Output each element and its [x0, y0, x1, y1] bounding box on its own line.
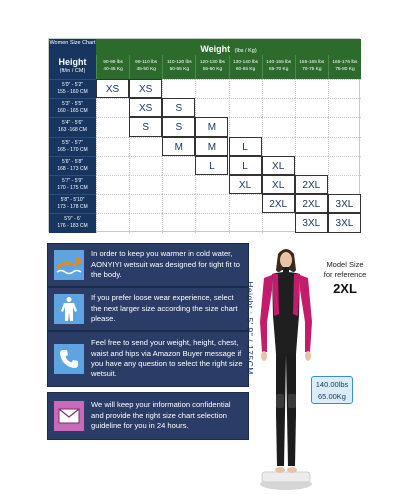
model-hand-left: [261, 351, 267, 361]
empty-cell: [262, 79, 295, 98]
weight-columns: [96, 55, 361, 79]
height-row-cm: 168 - 173 CM: [57, 165, 88, 172]
size-cell: L: [195, 156, 228, 175]
model-hand-right: [305, 351, 311, 361]
height-row-label: [49, 175, 96, 194]
weight-column-header: [229, 55, 262, 79]
height-row-cm: 176 - 183 CM: [57, 223, 88, 230]
phone-icon: [54, 344, 84, 374]
info-box-confidential: [47, 392, 249, 440]
size-cell: 3XL: [295, 213, 328, 232]
empty-cell: [328, 137, 361, 156]
height-row-ft: 5'4" - 5'6": [61, 120, 84, 127]
empty-cell: [295, 137, 328, 156]
weight-column-kg: 50-55 Kg: [169, 67, 190, 72]
height-header-unit: (ft/in / CM): [59, 68, 86, 74]
empty-cell: [96, 137, 129, 156]
size-cell: 2XL: [295, 175, 328, 194]
info-text-contact: Feel free to send your weight, height, chest, waist and hips via Amazon Buyer message if you have any question to select the right size wetsuit.: [91, 338, 243, 379]
size-row: [49, 175, 361, 194]
height-row-label: [49, 79, 96, 98]
empty-cell: [162, 79, 195, 98]
size-cell: XL: [262, 175, 295, 194]
weight-column-kg: 45-50 Kg: [136, 67, 156, 72]
empty-cell: [229, 194, 262, 213]
height-row-label: [49, 213, 96, 232]
size-cell: L: [229, 156, 262, 175]
model-knee-pad: [288, 394, 296, 408]
height-row-cm: 165 - 170 CM: [57, 146, 88, 153]
info-box-contact: [47, 331, 249, 387]
empty-cell: [295, 117, 328, 136]
height-header-title: Height: [58, 57, 87, 67]
size-row: [49, 79, 361, 98]
weight-column-lbs: 99-110 lbs: [135, 60, 158, 65]
weight-column-header: [195, 55, 228, 79]
size-row: [49, 117, 361, 136]
size-cell: 3XL: [328, 194, 361, 213]
height-rows: [49, 79, 361, 233]
size-cell: M: [195, 117, 228, 136]
empty-cell: [129, 175, 162, 194]
size-cell: L: [229, 137, 262, 156]
weight-column-lbs: 120-130 lbs: [199, 60, 225, 65]
info-text-larger-size: If you prefer loose wear experience, select the next larger size according the size chart please.: [91, 293, 238, 324]
empty-cell: [295, 156, 328, 175]
size-row: [49, 156, 361, 175]
weight-column-kg: 70-75 Kg: [302, 67, 322, 72]
chart-corner-label: Women Size Chart: [49, 39, 96, 55]
weight-header-unit: (lbs / Kg): [234, 48, 257, 54]
weight-column-kg: 60-65 Kg: [235, 67, 256, 72]
model-arm-right: [300, 275, 312, 352]
info-box-fit: [47, 243, 249, 287]
empty-cell: [328, 117, 361, 136]
height-row-label: [49, 156, 96, 175]
size-chart-table: [48, 38, 360, 232]
size-row: [49, 137, 361, 156]
size-cell: 2XL: [295, 194, 328, 213]
empty-cell: [262, 213, 295, 232]
model-caption-line1: Model Size: [326, 260, 364, 269]
model-knee-pad: [276, 394, 284, 408]
empty-cell: [96, 117, 129, 136]
scale-platform: [262, 472, 310, 482]
weight-column-kg: 55-60 Kg: [202, 67, 223, 72]
height-row-cm: 163 -168 CM: [58, 127, 87, 134]
size-cell: XL: [262, 156, 295, 175]
empty-cell: [195, 98, 228, 117]
height-row-ft: 5'9" - 6': [64, 216, 81, 223]
weight-column-lbs: 165-176 lbs: [332, 60, 358, 65]
empty-cell: [96, 98, 129, 117]
height-row-ft: 5'8" - 5'10": [60, 197, 85, 204]
empty-cell: [229, 98, 262, 117]
size-cell: M: [195, 137, 228, 156]
wetsuit-icon: [54, 294, 84, 324]
size-cell: S: [162, 117, 195, 136]
empty-cell: [129, 137, 162, 156]
empty-cell: [162, 194, 195, 213]
info-box-larger-size: [47, 287, 249, 331]
mail-icon: [54, 401, 84, 431]
size-cell: XS: [96, 79, 129, 98]
size-cell: XL: [229, 175, 262, 194]
height-row-label: [49, 117, 96, 136]
weight-column-kg: 65-70 Kg: [268, 67, 289, 72]
height-row-ft: 5'3" - 5'5": [61, 101, 84, 108]
empty-cell: [129, 194, 162, 213]
empty-cell: [229, 117, 262, 136]
height-row-label: [49, 98, 96, 117]
empty-cell: [96, 194, 129, 213]
size-row: [49, 213, 361, 232]
empty-cell: [328, 156, 361, 175]
height-row-ft: 5'0" - 5'2": [61, 82, 84, 88]
info-text-confidential: We will keep your information confidential and provide the right size chart selection guideline for you in 24 hours.: [91, 400, 231, 431]
model-leg-right: [286, 352, 296, 466]
height-row-ft: 5'5" - 5'7": [61, 139, 84, 146]
weight-column-header: [96, 55, 129, 79]
empty-cell: [96, 175, 129, 194]
height-row-ft: 5'7" - 5'9": [61, 177, 84, 184]
size-cell: M: [162, 137, 195, 156]
height-row-label: [49, 137, 96, 156]
model-height-text: Height : 5' 9" / 175CM: [245, 281, 255, 375]
empty-cell: [129, 156, 162, 175]
empty-cell: [229, 79, 262, 98]
empty-cell: [262, 137, 295, 156]
weight-header: [96, 39, 361, 55]
size-cell: S: [162, 98, 195, 117]
empty-cell: [262, 117, 295, 136]
weight-column-kg: 40-45 Kg: [103, 67, 123, 72]
empty-cell: [295, 98, 328, 117]
weight-column-lbs: 130-140 lbs: [233, 60, 259, 65]
weight-column-header: [328, 55, 361, 79]
size-cell: S: [129, 117, 162, 136]
height-row-cm: 173 - 178 CM: [57, 204, 88, 211]
empty-cell: [162, 213, 195, 232]
weight-column-header: [295, 55, 328, 79]
empty-cell: [295, 79, 328, 98]
model-foot-right: [287, 467, 297, 473]
weight-column-kg: 75-80 Kg: [335, 67, 355, 72]
height-row-label: [49, 194, 96, 213]
empty-cell: [195, 175, 228, 194]
empty-cell: [328, 175, 361, 194]
weight-column-header: [262, 55, 295, 79]
size-cell: 2XL: [262, 194, 295, 213]
weight-column-header: [162, 55, 195, 79]
size-cell: 3XL: [328, 213, 361, 232]
model-weight-tag: [311, 376, 353, 404]
empty-cell: [195, 194, 228, 213]
model-leg-left: [276, 352, 286, 466]
height-header: [49, 55, 96, 79]
empty-cell: [328, 79, 361, 98]
size-cell: XS: [129, 98, 162, 117]
weight-column-lbs: 140-155 lbs: [266, 60, 292, 65]
empty-cell: [195, 213, 228, 232]
model-foot-left: [275, 467, 285, 473]
empty-cell: [129, 213, 162, 232]
model-size-value: 2XL: [333, 281, 357, 296]
empty-cell: [229, 213, 262, 232]
model-weight-kg: 65.00Kg: [318, 392, 346, 401]
model-weight-lbs: 140.00lbs: [315, 380, 349, 389]
height-row-cm: 155 - 160 CM: [57, 89, 88, 95]
model-face: [280, 252, 292, 268]
weight-header-title: Weight: [200, 44, 231, 54]
model-arm-left: [260, 275, 272, 352]
size-cell: XS: [129, 79, 162, 98]
empty-cell: [262, 98, 295, 117]
size-row: [49, 98, 361, 117]
empty-cell: [162, 175, 195, 194]
empty-cell: [96, 156, 129, 175]
weight-column-lbs: 90-99 lbs: [103, 60, 123, 65]
model-caption-line2: for reference: [323, 270, 367, 279]
height-row-cm: 160 - 165 CM: [57, 108, 88, 115]
empty-cell: [96, 213, 129, 232]
weight-column-lbs: 155-165 lbs: [299, 60, 325, 65]
size-row: [49, 194, 361, 213]
empty-cell: [328, 98, 361, 117]
empty-cell: [195, 79, 228, 98]
swimmer-icon: [54, 250, 84, 280]
empty-cell: [162, 156, 195, 175]
model-wetsuit-image: [250, 244, 322, 494]
height-row-cm: 170 - 175 CM: [57, 184, 88, 191]
height-row-ft: 5'6" - 5'8": [61, 158, 84, 165]
weight-column-header: [129, 55, 162, 79]
info-text-fit: In order to keep you warmer in cold water, AONYIYI wetsuit was designed for tight fit to the body.: [91, 249, 240, 280]
weight-column-lbs: 110-120 lbs: [166, 60, 192, 65]
